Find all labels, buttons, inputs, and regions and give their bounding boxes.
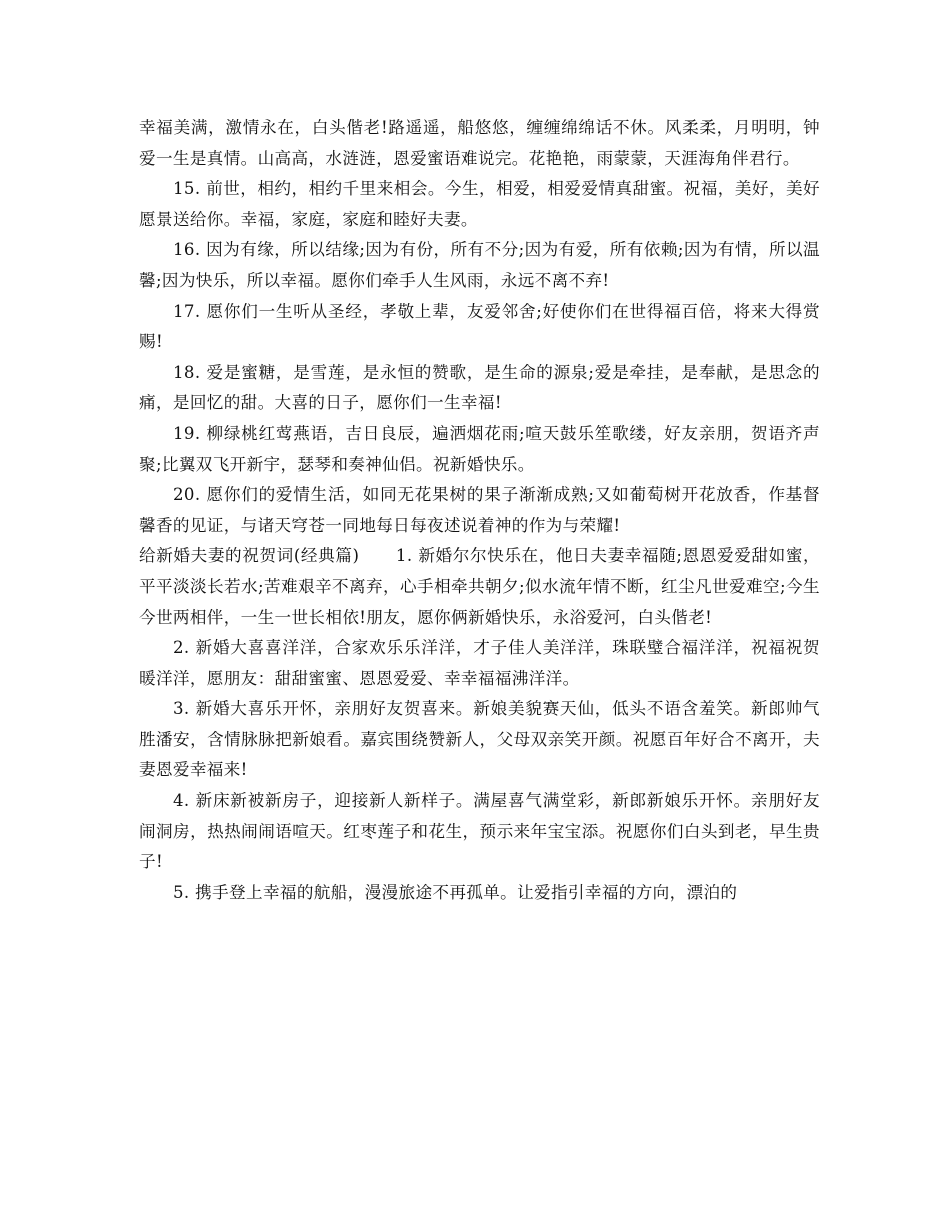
lead-paragraph: 幸福美满，激情永在，白头偕老!路遥遥，船悠悠，缠缠绵绵话不休。风柔柔，月明明，钟爱一生是真情。山高高，水涟涟，恩爱蜜语难说完。花艳艳，雨蒙蒙，天涯海角伴君行。 — [139, 118, 820, 168]
list-item-15: 15. 前世，相约，相约千里来相会。今生，相爱，相爱爱情真甜蜜。祝福，美好，美好愿景送给你。幸福，家庭，家庭和睦好夫妻。 — [139, 179, 820, 229]
list-item-5: 5. 携手登上幸福的航船，漫漫旅途不再孤单。让爱指引幸福的方向，漂泊的 — [173, 882, 738, 902]
list-item-1: 1. 新婚尔尔快乐在，他日夫妻幸福随;恩恩爱爱甜如蜜，平平淡淡长若水;苦难艰辛不离弃，心手相牵共朝夕;似水流年情不断，红尘凡世爱难空;今生今世两相伴，一生一世长相依!朋友，愿你俩新婚快乐，永浴爱河，白头偕老! — [139, 546, 820, 627]
document-page — [139, 113, 820, 908]
list-item-18: 18. 爱是蜜糖，是雪莲，是永恒的赞歌，是生命的源泉;爱是牵挂，是奉献，是思念的痛，是回忆的甜。大喜的日子，愿你们一生幸福! — [139, 362, 820, 413]
section-title: 给新婚夫妻的祝贺词(经典篇) — [139, 546, 360, 566]
list-item-4: 4. 新床新被新房子，迎接新人新样子。满屋喜气满堂彩，新郎新娘乐开怀。亲朋好友闹洞房，热热闹闹语喧天。红枣莲子和花生，预示来年宝宝添。祝愿你们白头到老，早生贵子! — [139, 791, 820, 872]
section-paragraph — [139, 541, 820, 633]
list-item-3: 3. 新婚大喜乐开怀，亲朋好友贺喜来。新娘美貌赛天仙，低头不语含羞笑。新郎帅气胜潘安，含情脉脉把新娘看。嘉宾围绕赞新人，父母双亲笑开颜。祝愿百年好合不离开，夫妻恩爱幸福来! — [139, 699, 820, 780]
list-item-20: 20. 愿你们的爱情生活，如同无花果树的果子渐渐成熟;又如葡萄树开花放香，作基督馨香的见证，与诸天穹苍一同地每日每夜述说着神的作为与荣耀! — [139, 485, 820, 535]
list-item-2: 2. 新婚大喜喜洋洋，合家欢乐乐洋洋，才子佳人美洋洋，珠联璧合福洋洋，祝福祝贺暖洋洋，愿朋友：甜甜蜜蜜、恩恩爱爱、幸幸福福沸洋洋。 — [139, 638, 820, 688]
list-item-19: 19. 柳绿桃红莺燕语，吉日良辰，遍洒烟花雨;喧天鼓乐笙歌缕，好友亲朋，贺语齐声聚;比翼双飞开新宇，瑟琴和奏神仙侣。祝新婚快乐。 — [139, 423, 820, 474]
list-item-17: 17. 愿你们一生听从圣经，孝敬上辈，友爱邻舍;好使你们在世得福百倍，将来大得赏赐! — [139, 301, 820, 352]
list-item-16: 16. 因为有缘，所以结缘;因为有份，所有不分;因为有爱，所有依赖;因为有情，所以温馨;因为快乐，所以幸福。愿你们牵手人生风雨，永远不离不弃! — [139, 240, 820, 290]
